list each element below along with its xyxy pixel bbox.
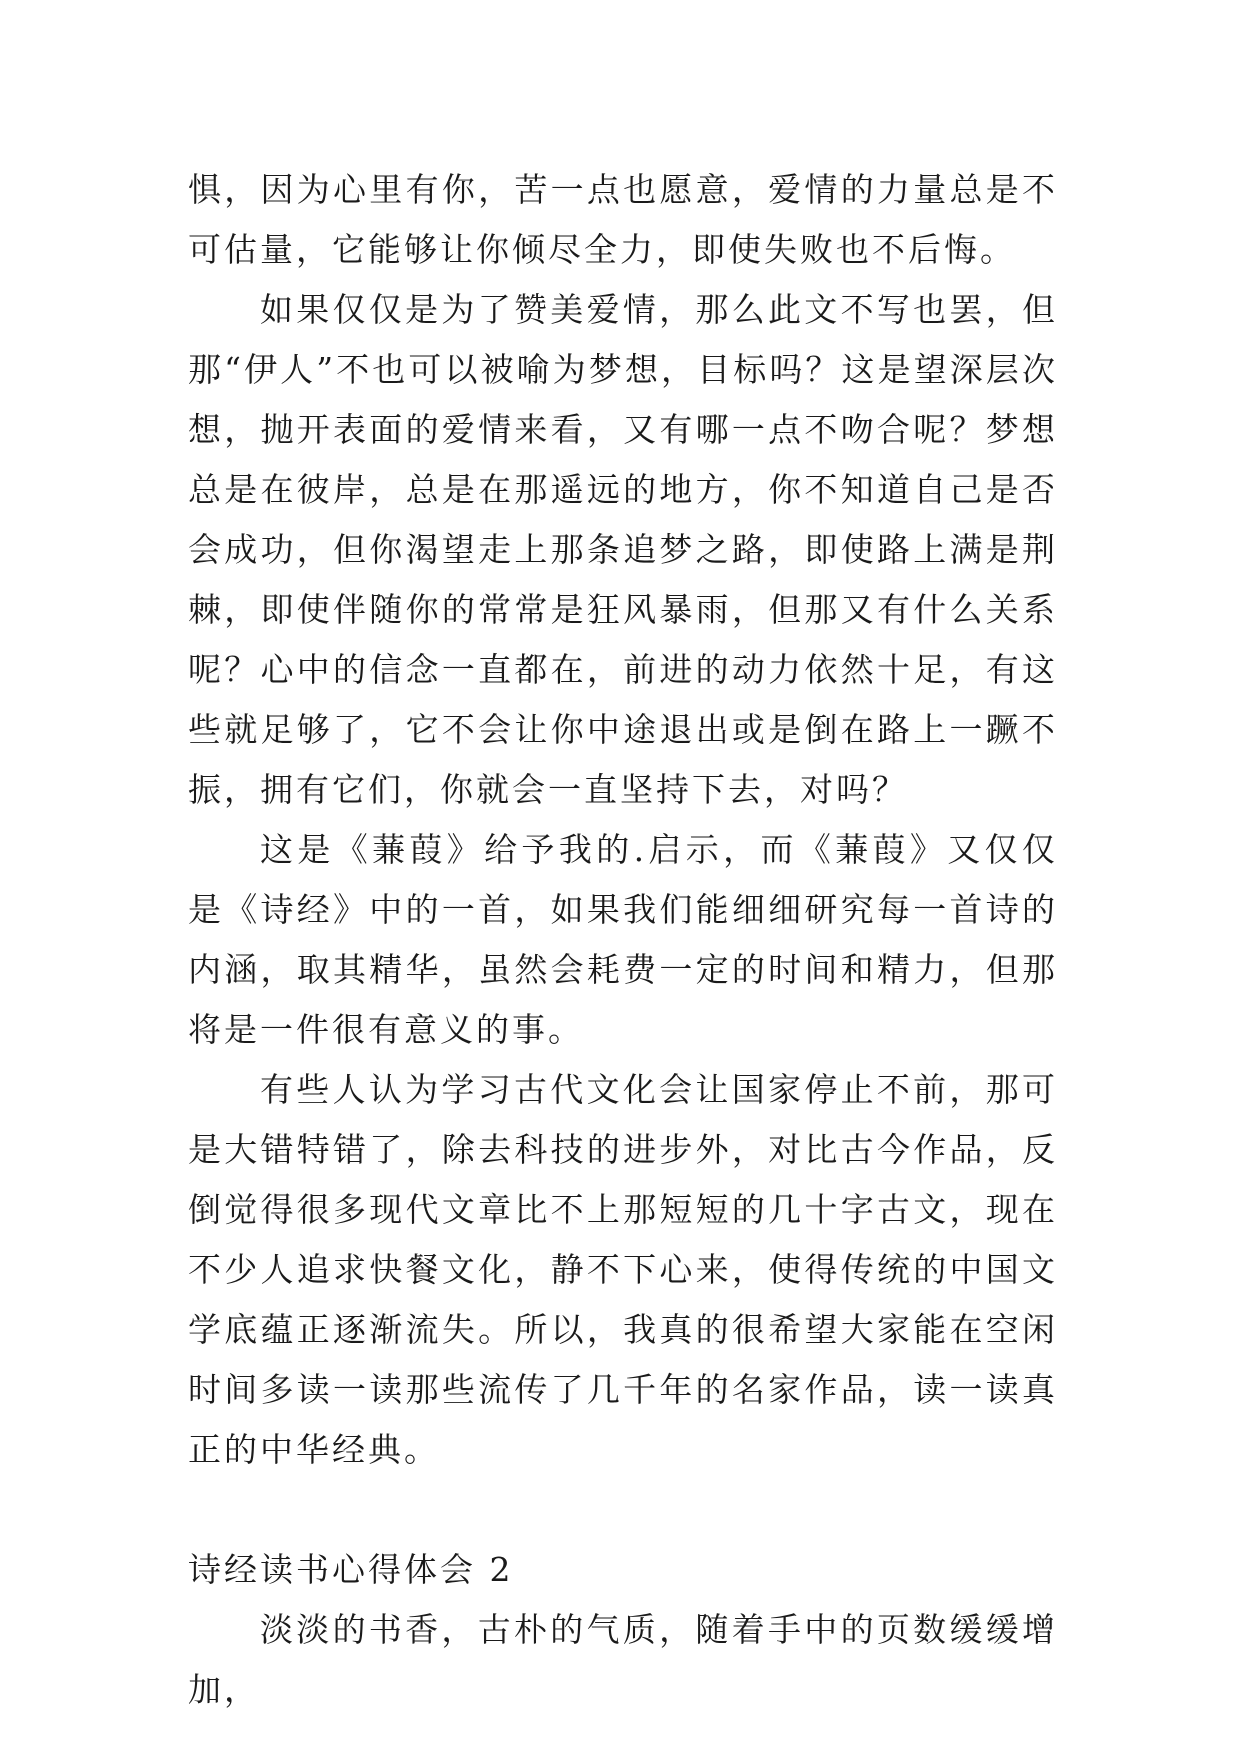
- document-body: [188, 160, 1058, 1720]
- section-first-paragraph: 淡淡的书香，古朴的气质，随着手中的页数缓缓增加，: [188, 1610, 1058, 1709]
- paragraph-dream: 如果仅仅是为了赞美爱情，那么此文不写也罢，但那“伊人”不也可以被喻为梦想，目标吗？这是望深层次想，抛开表面的爱情来看，又有哪一点不吻合呢？梦想总是在彼岸，总是在那遥远的地方，你不知道自己是否会成功，但你渴望走上那条追梦之路，即使路上满是荆棘，即使伴随你的常常是狂风暴雨，但那又有什么关系呢？心中的信念一直都在，前进的动力依然十足，有这些就足够了，它不会让你中途退出或是倒在路上一蹶不振，拥有它们，你就会一直坚持下去，对吗？: [188, 290, 1058, 809]
- paragraph-inspiration: 这是《蒹葭》给予我的.启示，而《蒹葭》又仅仅是《诗经》中的一首，如果我们能细细研究每一首诗的内涵，取其精华，虽然会耗费一定的时间和精力，但那将是一件很有意义的事。: [188, 830, 1058, 1049]
- paragraph-continued: 惧，因为心里有你，苦一点也愿意，爱情的力量总是不可估量，它能够让你倾尽全力，即使失败也不后悔。: [188, 170, 1058, 269]
- section-title: 诗经读书心得体会 2: [188, 1550, 514, 1589]
- section-spacer: [188, 1480, 1058, 1540]
- paragraph-classics: 有些人认为学习古代文化会让国家停止不前，那可是大错特错了，除去科技的进步外，对比古今作品，反倒觉得很多现代文章比不上那短短的几十字古文，现在不少人追求快餐文化，静不下心来，使得传统的中国文学底蕴正逐渐流失。所以，我真的很希望大家能在空闲时间多读一读那些流传了几千年的名家作品，读一读真正的中华经典。: [188, 1070, 1058, 1469]
